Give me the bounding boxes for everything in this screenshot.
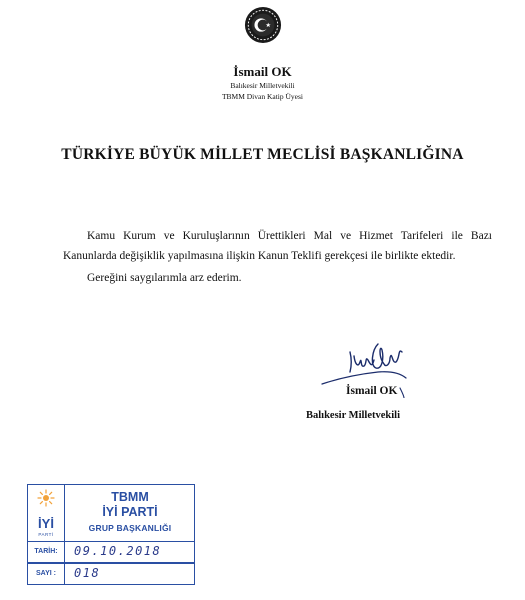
document-title: TÜRKİYE BÜYÜK MİLLET MECLİSİ BAŞKANLIĞINA: [61, 146, 464, 163]
stamp-logo-cell: [28, 485, 65, 541]
stamp-party-word: PARTİ: [38, 532, 54, 537]
stamp-date-row: [27, 541, 195, 563]
header-position: TBMM Divan Katip Üyesi: [221, 92, 304, 101]
stamp-line-3: GRUP BAŞKANLIĞI: [88, 523, 172, 533]
stamp-number-label: SAYI :: [28, 564, 65, 584]
stamp-date-value: 09.10.2018: [74, 544, 162, 558]
registry-stamp: [27, 484, 197, 594]
stamp-date-label: TARİH:: [28, 542, 65, 562]
stamp-number-row: [27, 563, 195, 585]
stamp-party-abbr: İYİ: [38, 516, 54, 531]
signature-title: Balıkesir Milletvekili: [306, 410, 401, 421]
stamp-number-value: 018: [74, 566, 101, 580]
closing-paragraph: Gereğini saygılarımla arz ederim.: [87, 272, 242, 284]
tbmm-emblem-icon: [244, 6, 282, 44]
header-constituency: Balıkesir Milletvekili: [230, 81, 295, 90]
stamp-line-2: İYİ PARTİ: [102, 505, 158, 519]
signature-name: İsmail OK: [346, 385, 398, 397]
stamp-header-box: [27, 484, 195, 542]
header-name: İsmail OK: [233, 64, 292, 79]
stamp-line-1: TBMM: [111, 490, 149, 504]
body-paragraph: Kamu Kurum ve Kuruluşlarının Ürettikleri Mal ve Hizmet Tarifeleri ile Bazı Kanunlarda değişiklik yapılmasına ilişkin Kanun Teklifi gerekçesi ile birlikte ektedir.: [63, 230, 492, 262]
sun-icon: [37, 489, 55, 515]
